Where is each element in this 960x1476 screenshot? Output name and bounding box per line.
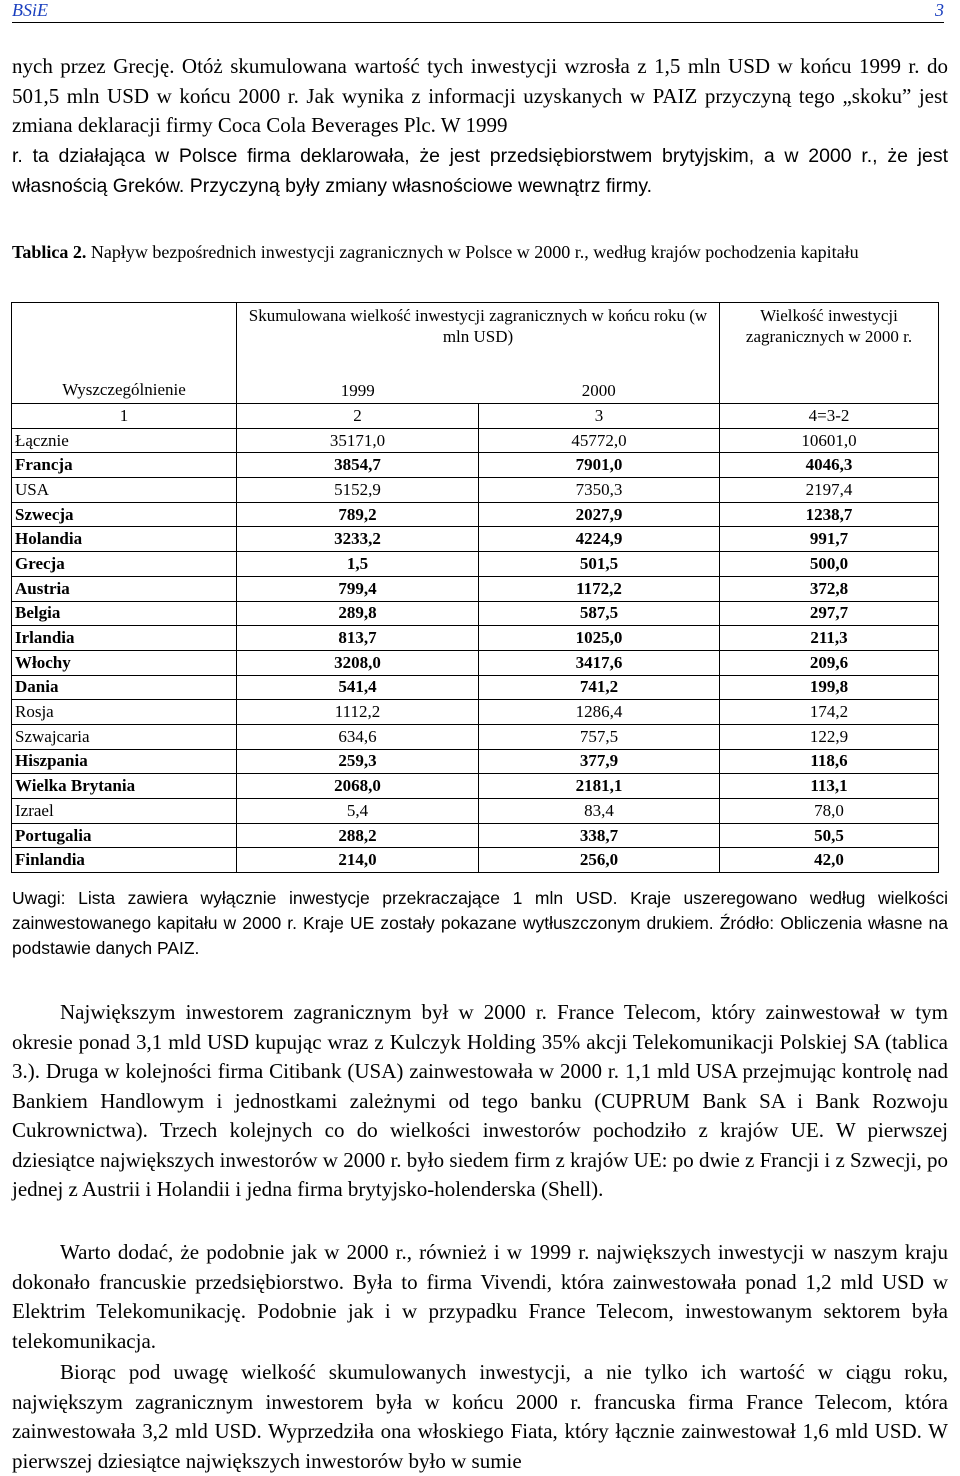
row-country: Szwajcaria — [12, 724, 237, 749]
row-country: Hiszpania — [12, 749, 237, 774]
row-country: Szwecja — [12, 502, 237, 527]
row-value-diff: 1238,7 — [720, 502, 939, 527]
row-value-1999: 3208,0 — [237, 650, 479, 675]
body-paragraph-1: Największym inwestorem zagranicznym był w 2000 r. France Telecom, który zainwestował w tym okresie ponad 3,1 mld USD kupując wraz z Kulczyk Holding 35% akcji Telekomunikacji Polskiej SA (tablica 3.). Druga w kolejności firma Citibank (USA) zainwestowała w 2000 r. 1,1 mld USA przejmując kontrolę nad Bankiem Handlowym i jednostkami zależnymi od tego banku (CUPRUM Bank SA i Bank Rozwoju Cukrownictwa). Trzech kolejnych co do wielkości inwestorów pochodziło z krajów UE. W pierwszej dziesiątce największych inwestorów w 2000 r. było siedem firm z krajów UE: po dwie z Francji i z Szwecji, po jednej z Austrii i Holandii i jedna firma brytyjsko-holenderska (Shell). — [12, 1000, 948, 1201]
investment-table — [11, 302, 939, 873]
row-value-2000: 7350,3 — [479, 478, 720, 503]
row-value-diff: 372,8 — [720, 576, 939, 601]
header-year-1999: 1999 — [237, 379, 479, 404]
row-value-2000: 2027,9 — [479, 502, 720, 527]
colnum-3: 3 — [479, 404, 720, 429]
row-country: Łącznie — [12, 428, 237, 453]
row-value-diff: 10601,0 — [720, 428, 939, 453]
row-value-1999: 3233,2 — [237, 527, 479, 552]
table-row — [12, 502, 939, 527]
row-value-1999: 1112,2 — [237, 700, 479, 725]
row-country: USA — [12, 478, 237, 503]
row-country: Francja — [12, 453, 237, 478]
row-country: Grecja — [12, 552, 237, 577]
running-header — [12, 0, 944, 23]
row-value-diff: 2197,4 — [720, 478, 939, 503]
table-row — [12, 453, 939, 478]
row-value-diff: 174,2 — [720, 700, 939, 725]
row-country: Holandia — [12, 527, 237, 552]
row-value-1999: 634,6 — [237, 724, 479, 749]
row-country: Finlandia — [12, 848, 237, 873]
table-caption-label: Tablica 2. — [12, 242, 87, 262]
row-value-2000: 757,5 — [479, 724, 720, 749]
row-value-2000: 7901,0 — [479, 453, 720, 478]
row-country: Włochy — [12, 650, 237, 675]
table-row — [12, 650, 939, 675]
row-value-diff: 4046,3 — [720, 453, 939, 478]
row-value-2000: 377,9 — [479, 749, 720, 774]
row-value-diff: 199,8 — [720, 675, 939, 700]
row-value-2000: 256,0 — [479, 848, 720, 873]
header-inflow-2000: Wielkość inwestycji zagranicznych w 2000 r. — [720, 303, 939, 404]
header-cumulative: Skumulowana wielkość inwestycji zagranicznych w końcu roku (w mln USD) — [237, 303, 720, 380]
table-row — [12, 428, 939, 453]
row-value-2000: 501,5 — [479, 552, 720, 577]
row-country: Portugalia — [12, 823, 237, 848]
column-number-row — [12, 404, 939, 429]
table-caption-text: Napływ bezpośrednich inwestycji zagranicznych w Polsce w 2000 r., według krajów pochodzenia kapitału — [86, 242, 859, 262]
table-row — [12, 823, 939, 848]
row-value-diff: 991,7 — [720, 527, 939, 552]
row-country: Rosja — [12, 700, 237, 725]
row-value-2000: 2181,1 — [479, 774, 720, 799]
row-value-diff: 50,5 — [720, 823, 939, 848]
row-value-1999: 288,2 — [237, 823, 479, 848]
row-value-1999: 259,3 — [237, 749, 479, 774]
row-value-diff: 209,6 — [720, 650, 939, 675]
table-row — [12, 552, 939, 577]
row-value-1999: 799,4 — [237, 576, 479, 601]
row-value-1999: 5,4 — [237, 799, 479, 824]
row-value-2000: 83,4 — [479, 799, 720, 824]
row-value-diff: 42,0 — [720, 848, 939, 873]
table-row — [12, 724, 939, 749]
row-value-1999: 35171,0 — [237, 428, 479, 453]
table-row — [12, 675, 939, 700]
intro-paragraph-sans: r. ta działająca w Polsce firma deklarowała, że jest przedsiębiorstwem brytyjskim, a w 2000 r., że jest własnością Greków. Przyczyną były zmiany własnościowe wewnątrz firmy. — [12, 145, 948, 197]
table-caption — [12, 238, 948, 266]
row-value-2000: 741,2 — [479, 675, 720, 700]
row-value-diff: 118,6 — [720, 749, 939, 774]
row-value-diff: 113,1 — [720, 774, 939, 799]
row-country: Austria — [12, 576, 237, 601]
intro-paragraph-serif: nych przez Grecję. Otóż skumulowana wartość tych inwestycji wzrosła z 1,5 mln USD w końcu 1999 r. do 501,5 mln USD w końcu 2000 r. Jak wynika z informacji uzyskanych w PAIZ przyczyną tego „skoku” jest zmiana deklaracji firmy Coca Cola Beverages Plc. W 1999 — [12, 54, 948, 137]
header-year-2000: 2000 — [479, 379, 720, 404]
row-country: Irlandia — [12, 626, 237, 651]
colnum-2: 2 — [237, 404, 479, 429]
row-value-diff: 122,9 — [720, 724, 939, 749]
table-row — [12, 626, 939, 651]
row-value-2000: 1025,0 — [479, 626, 720, 651]
journal-abbreviation: BSiE — [12, 0, 48, 20]
row-value-1999: 789,2 — [237, 502, 479, 527]
row-value-1999: 289,8 — [237, 601, 479, 626]
table-row — [12, 576, 939, 601]
table-row — [12, 774, 939, 799]
row-value-2000: 4224,9 — [479, 527, 720, 552]
page-number: 3 — [935, 0, 944, 20]
row-value-diff: 500,0 — [720, 552, 939, 577]
table-row — [12, 799, 939, 824]
row-country: Belgia — [12, 601, 237, 626]
table-row — [12, 700, 939, 725]
table-row — [12, 478, 939, 503]
colnum-1: 1 — [12, 404, 237, 429]
row-value-1999: 214,0 — [237, 848, 479, 873]
body-paragraph-3: Biorąc pod uwagę wielkość skumulowanych inwestycji, a nie tylko ich wartość w ciągu roku, największym zagranicznym inwestorem była w końcu 2000 r. francuska firma France Telecom, która zainwestowała 3,2 mld USD. Wyprzedziła ona włoskiego Fiata, który łącznie zainwestował 1,6 mld USD. W pierwszej dziesiątce największych inwestorów było w sumie — [12, 1360, 948, 1473]
row-country: Wielka Brytania — [12, 774, 237, 799]
table-row — [12, 527, 939, 552]
row-value-diff: 78,0 — [720, 799, 939, 824]
row-value-1999: 813,7 — [237, 626, 479, 651]
header-item: Wyszczególnienie — [12, 303, 237, 404]
row-value-2000: 3417,6 — [479, 650, 720, 675]
row-value-2000: 1172,2 — [479, 576, 720, 601]
row-value-2000: 1286,4 — [479, 700, 720, 725]
row-value-1999: 541,4 — [237, 675, 479, 700]
row-value-2000: 45772,0 — [479, 428, 720, 453]
row-value-1999: 1,5 — [237, 552, 479, 577]
row-country: Dania — [12, 675, 237, 700]
row-value-diff: 297,7 — [720, 601, 939, 626]
row-value-2000: 338,7 — [479, 823, 720, 848]
row-country: Izrael — [12, 799, 237, 824]
table-row — [12, 601, 939, 626]
colnum-4: 4=3-2 — [720, 404, 939, 429]
body-paragraph-2: Warto dodać, że podobnie jak w 2000 r., również i w 1999 r. największych inwestycji w naszym kraju dokonało francuskie przedsiębiorstwo. Była to firma Vivendi, która zainwestowała ponad 1,2 mld USD w Elektrim Telekomunikację. Podobnie jak i w przypadku France Telecom, inwestowanym sektorem była telekomunikacja. — [12, 1240, 948, 1353]
row-value-1999: 2068,0 — [237, 774, 479, 799]
row-value-diff: 211,3 — [720, 626, 939, 651]
table-note: Uwagi: Lista zawiera wyłącznie inwestycje przekraczające 1 mln USD. Kraje uszeregowano według wielkości zainwestowanego kapitału w 2000 r. Kraje UE zostały pokazane wytłuszczonym drukiem. Źródło: Obliczenia własne na podstawie danych PAIZ. — [12, 888, 948, 958]
row-value-1999: 3854,7 — [237, 453, 479, 478]
row-value-1999: 5152,9 — [237, 478, 479, 503]
row-value-2000: 587,5 — [479, 601, 720, 626]
table-row — [12, 848, 939, 873]
table-row — [12, 749, 939, 774]
